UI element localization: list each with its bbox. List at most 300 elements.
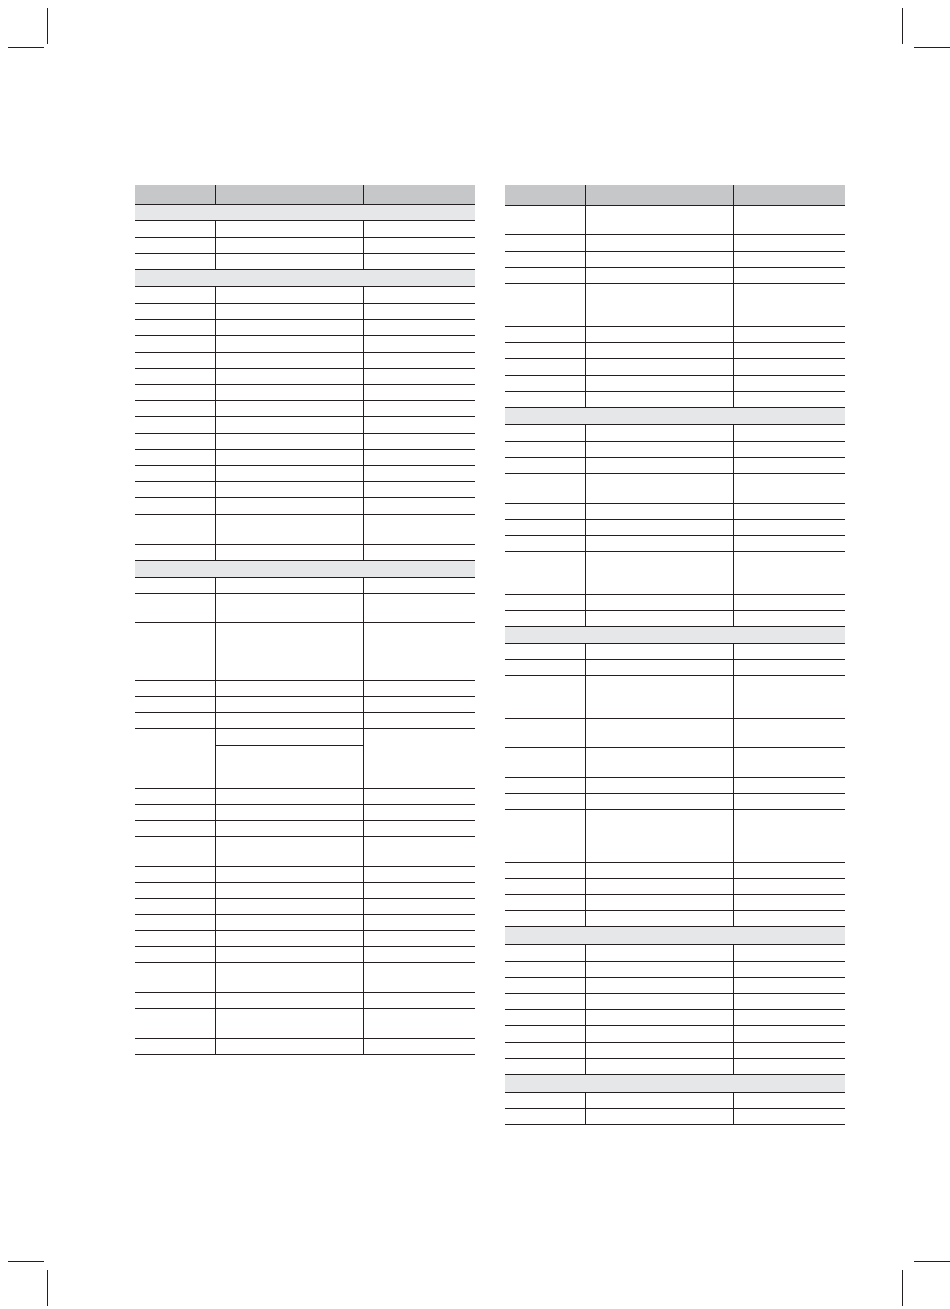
table-cell [733,810,845,862]
table-cell [363,993,475,1008]
table-cell [135,238,215,253]
table-row [505,1026,845,1043]
table-row [505,962,845,978]
table-cell [215,498,364,514]
table-cell [505,252,585,267]
table-cell [585,458,734,473]
table-row [135,883,475,899]
table-row [505,1093,845,1109]
table-cell [505,1043,585,1058]
table-cell [733,284,845,326]
table-cell [505,794,585,809]
table-cell [135,697,215,712]
table-cell [733,676,845,718]
table-cell [585,327,734,342]
table-cell [363,434,475,449]
table-cell [733,945,845,961]
table-cell [733,392,845,407]
table-cell [505,268,585,283]
table-cell [585,895,734,910]
table-cell [505,611,585,626]
table-cell [505,879,585,894]
table-cell [733,552,845,594]
table-cell [363,287,475,303]
table-row [505,794,845,810]
table-cell [505,1109,585,1124]
table-cell [733,794,845,809]
table-row [505,268,845,284]
table-cell [585,359,734,375]
table-cell [505,748,585,777]
crop-mark [902,8,903,44]
table-cell [505,474,585,503]
table-row [135,304,475,320]
table-cell [363,729,475,788]
table-cell [585,376,734,391]
table-cell [215,385,364,400]
table-cell [585,879,734,894]
table-cell [135,931,215,946]
table-cell [733,1059,845,1074]
table-cell [585,206,734,234]
table-cell [505,644,585,659]
table-cell [363,915,475,930]
table-cell [505,911,585,926]
table-cell [363,515,475,544]
table-row [135,254,475,270]
table-row [505,1109,845,1125]
table-cell [585,863,734,878]
table-cell [135,947,215,962]
table-cell [585,945,734,961]
table-cell [585,1043,734,1058]
table-row [505,748,845,778]
table-cell [585,442,734,457]
table-cell [505,185,585,205]
table-cell [215,254,364,269]
table-row [135,466,475,482]
table-cell [215,947,364,962]
table-cell [505,425,585,441]
table-row [505,206,845,235]
table-cell [363,304,475,319]
table-cell [215,238,364,253]
table-cell [505,863,585,878]
table-cell [505,235,585,251]
table-section-row [505,408,845,425]
table-row [135,369,475,385]
crop-mark [902,1270,903,1306]
table-row [135,623,475,681]
table-cell [215,417,364,433]
table-cell [215,729,364,788]
table-cell [363,963,475,992]
table-cell [135,963,215,992]
table-cell [505,442,585,457]
table-row [505,945,845,962]
table-cell [733,778,845,793]
table-row [505,474,845,504]
table-row [135,353,475,369]
table-section-row [135,205,475,221]
table-cell [215,821,364,836]
table-cell [363,450,475,465]
table-cell [135,434,215,449]
table-cell [135,304,215,319]
table-cell [585,644,734,659]
table-cell [733,962,845,977]
table-cell [135,466,215,481]
table-row [135,238,475,254]
table-cell [215,221,364,237]
table-cell [135,336,215,352]
table-row [135,594,475,623]
table-cell [363,931,475,946]
table-cell [215,789,364,804]
table-cell [135,993,215,1008]
table-cell [733,474,845,503]
table-cell [363,899,475,914]
table-cell [135,713,215,728]
table-row [505,611,845,627]
table-row [505,392,845,408]
table-cell [733,206,845,234]
table-cell [505,962,585,977]
table-row [505,810,845,863]
table-row [505,863,845,879]
table-row [135,789,475,805]
table-row [505,644,845,660]
table-cell [363,883,475,898]
table-row [505,879,845,895]
table-cell [215,805,364,820]
table-cell [363,498,475,514]
table-row [135,287,475,304]
table-cell [505,978,585,993]
table-cell [215,482,364,497]
table-row [135,221,475,238]
table-cell [585,978,734,993]
table-row [135,805,475,821]
crop-mark [914,1261,950,1262]
table-section-row [505,927,845,945]
table-row [135,385,475,401]
table-row [135,947,475,963]
table-cell [363,353,475,368]
table-cell [733,895,845,910]
table-cell [363,185,475,204]
table-cell [215,287,364,303]
table-row [135,578,475,594]
table-cell [585,536,734,551]
table-cell [585,660,734,675]
table-cell [585,911,734,926]
table-cell [135,594,215,622]
table-subcell [216,729,364,746]
table-cell [215,369,364,384]
table-cell [363,713,475,728]
table-row [135,729,475,789]
table-row [135,450,475,466]
table-row [135,336,475,353]
table-row [505,719,845,748]
table-row [135,963,475,993]
table-cell [505,458,585,473]
table-cell [135,623,215,680]
table-row [135,681,475,697]
table-row [135,401,475,417]
table-cell [135,578,215,593]
table-cell [135,789,215,804]
table-row [505,520,845,536]
table-cell [215,899,364,914]
table-row [505,552,845,595]
table-row [505,458,845,474]
table-cell [505,660,585,675]
table-cell [585,1109,734,1124]
table-cell [733,252,845,267]
table-cell [363,238,475,253]
table-cell [135,867,215,882]
table-cell [215,320,364,335]
table-cell [585,268,734,283]
table-cell [585,185,734,205]
table-cell [363,594,475,622]
table-cell [585,504,734,519]
table-cell [505,778,585,793]
table-cell [733,504,845,519]
table-header-row [135,185,475,205]
table-cell [363,385,475,400]
table-cell [363,789,475,804]
table-row [135,1039,475,1055]
table-cell [505,595,585,610]
table-cell [585,343,734,358]
table-cell [733,376,845,391]
right-table [505,185,845,1125]
table-cell [135,821,215,836]
table-row [505,676,845,719]
table-cell [733,442,845,457]
table-cell [215,1009,364,1038]
table-cell [215,545,364,560]
table-cell [135,353,215,368]
table-cell [505,392,585,407]
table-row [505,994,845,1010]
table-row [135,899,475,915]
table-cell [135,401,215,416]
table-cell [733,343,845,358]
table-row [135,931,475,947]
table-cell [215,623,364,680]
table-cell [135,899,215,914]
table-cell [733,1043,845,1058]
table-cell [135,915,215,930]
table-cell [363,821,475,836]
table-row [505,895,845,911]
table-row [505,536,845,552]
table-cell [505,1059,585,1074]
table-cell [215,883,364,898]
table-cell [585,994,734,1009]
table-cell [733,644,845,659]
table-cell [585,1010,734,1025]
table-cell [733,359,845,375]
table-cell [135,221,215,237]
crop-mark [8,1261,44,1262]
table-cell [135,1039,215,1054]
table-cell [733,520,845,535]
table-cell [135,185,215,204]
table-cell [135,545,215,560]
crop-mark [914,47,950,48]
table-cell [733,235,845,251]
table-row [505,327,845,343]
table-cell [505,327,585,342]
table-row [505,911,845,927]
table-row [135,821,475,837]
table-cell [733,879,845,894]
table-cell [733,1093,845,1108]
table-cell [135,450,215,465]
crop-mark [47,1270,48,1306]
table-cell [363,401,475,416]
table-cell [215,697,364,712]
table-cell [363,466,475,481]
table-cell [733,978,845,993]
table-section-row [505,1075,845,1093]
table-cell [733,1026,845,1042]
table-cell [585,719,734,747]
table-cell [733,1109,845,1124]
left-table [135,185,475,1055]
table-row [135,545,475,561]
table-row [505,425,845,442]
table-row [505,235,845,252]
table-cell [215,578,364,593]
table-cell [135,883,215,898]
table-row [135,837,475,867]
table-cell [363,681,475,696]
table-cell [505,810,585,862]
table-cell [215,185,364,204]
table-cell [215,681,364,696]
table-cell [135,498,215,514]
table-row [505,284,845,327]
table-cell [733,425,845,441]
table-cell [363,837,475,866]
table-cell [363,221,475,237]
table-cell [585,425,734,441]
table-cell [135,417,215,433]
table-cell [505,1026,585,1042]
table-cell [215,713,364,728]
table-cell [363,545,475,560]
table-cell [733,719,845,747]
table-row [505,1010,845,1026]
table-cell [505,895,585,910]
table-cell [505,1093,585,1108]
table-row [505,660,845,676]
table-cell [505,536,585,551]
table-section-row [135,561,475,578]
table-row [505,978,845,994]
table-cell [135,1009,215,1038]
table-row [135,1009,475,1039]
table-cell [215,837,364,866]
table-cell [505,676,585,718]
table-row [135,993,475,1009]
table-row [135,320,475,336]
table-cell [363,947,475,962]
table-cell [733,611,845,626]
table-cell [733,185,845,205]
table-row [135,713,475,729]
table-cell [363,867,475,882]
table-row [505,1043,845,1059]
table-cell [505,994,585,1009]
table-cell [363,369,475,384]
table-cell [215,867,364,882]
table-cell [733,1010,845,1025]
table-cell [733,458,845,473]
table-cell [585,474,734,503]
table-cell [215,401,364,416]
table-cell [135,385,215,400]
table-cell [363,417,475,433]
table-row [505,359,845,376]
table-cell [135,287,215,303]
table-cell [585,595,734,610]
table-cell [733,863,845,878]
table-cell [585,520,734,535]
table-row [135,915,475,931]
table-cell [585,552,734,594]
table-cell [215,594,364,622]
table-cell [135,837,215,866]
table-cell [505,359,585,375]
table-cell [135,681,215,696]
table-row [135,417,475,434]
table-cell [585,748,734,777]
table-section-row [505,627,845,644]
table-row [505,376,845,392]
table-cell [215,993,364,1008]
table-cell [505,719,585,747]
table-cell [585,611,734,626]
table-row [505,1059,845,1075]
table-section-row [135,270,475,287]
table-cell [363,1009,475,1038]
table-cell [733,660,845,675]
table-cell [505,552,585,594]
table-row [505,778,845,794]
table-cell [585,794,734,809]
table-cell [135,729,215,788]
table-row [135,498,475,515]
table-cell [585,676,734,718]
table-cell [363,697,475,712]
table-cell [505,376,585,391]
table-cell [733,595,845,610]
table-cell [135,515,215,544]
table-cell [215,466,364,481]
table-cell [585,235,734,251]
table-cell [215,915,364,930]
table-cell [363,320,475,335]
table-cell [505,504,585,519]
table-header-row [505,185,845,206]
